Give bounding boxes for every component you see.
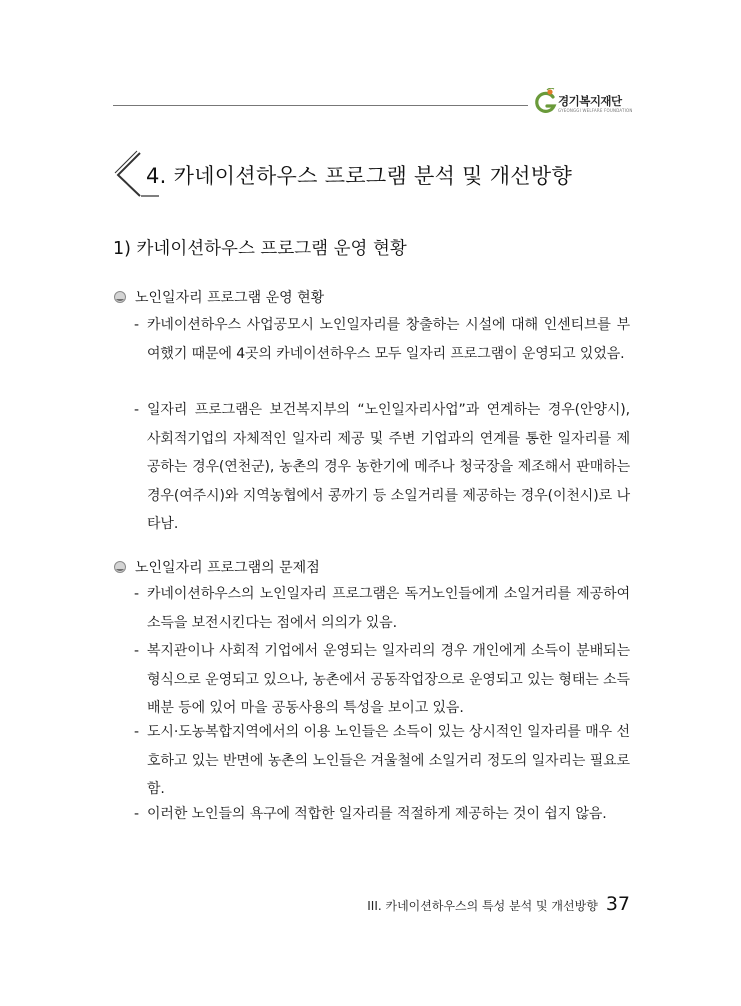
bullet-icon bbox=[113, 560, 127, 574]
subsection-title: 1) 카네이션하우스 프로그램 운영 현황 bbox=[113, 239, 407, 259]
list-item-text: 도시·도농복합지역에서의 이용 노인들은 소득이 있는 상시적인 일자리를 매우 선호하고 있는 반면에 농촌의 노인들은 겨울철에 소일거리 정도의 일자리는 필요로 함. bbox=[147, 724, 630, 797]
list-item bbox=[134, 311, 630, 368]
list-item bbox=[134, 396, 630, 539]
list-item bbox=[134, 637, 630, 723]
header-rule bbox=[113, 105, 528, 106]
list-dash: - bbox=[134, 724, 140, 740]
list-dash: - bbox=[134, 643, 140, 659]
list-item bbox=[134, 800, 630, 829]
foundation-name: 경기복지재단 bbox=[558, 94, 622, 108]
section-title: 4. 카네이션하우스 프로그램 분석 및 개선방향 bbox=[146, 164, 573, 188]
list-item bbox=[134, 580, 630, 637]
list-dash: - bbox=[134, 317, 140, 333]
list-item-text: 카네이션하우스의 노인일자리 프로그램은 독거노인들에게 소일거리를 제공하여 소득을 보전시킨다는 점에서 의의가 있음. bbox=[147, 586, 630, 631]
list-item-text: 일자리 프로그램은 보건복지부의 “노인일자리사업”과 연계하는 경우(안양시), 사회적기업의 자체적인 일자리 제공 및 주변 기업과의 연계를 통한 일자리를 제공하는 경우(연천군), 농촌의 경우 농한기에 메주나 청국장을 제조해서 판매하는 경우(여주시)와 지역농협에서 콩까기 등 소일거리를 제공하는 경우(이천시)로 나타남. bbox=[147, 402, 630, 532]
block-heading bbox=[113, 556, 320, 578]
page-number: 37 bbox=[605, 893, 630, 915]
footer-chapter: III. 카네이션하우스의 특성 분석 및 개선방향 bbox=[367, 899, 598, 913]
bullet-icon bbox=[113, 290, 127, 304]
foundation-logo-icon bbox=[532, 88, 558, 116]
foundation-subtitle: GYEONGGI WELFARE FOUNDATION bbox=[558, 108, 633, 113]
list-item-text: 복지관이나 사회적 기업에서 운영되는 일자리의 경우 개인에게 소득이 분배되는 형식으로 운영되고 있으나, 농촌에서 공동작업장으로 운영되고 있는 형태는 소득배분 등에 있어 마을 공동사용의 특성을 보이고 있음. bbox=[147, 643, 630, 716]
list-item bbox=[134, 718, 630, 804]
block-heading-text: 노인일자리 프로그램의 문제점 bbox=[135, 560, 320, 576]
list-dash: - bbox=[134, 586, 140, 602]
page-footer bbox=[367, 893, 630, 915]
list-dash: - bbox=[134, 806, 140, 822]
block-heading-text: 노인일자리 프로그램 운영 현황 bbox=[135, 290, 325, 306]
list-item-text: 카네이션하우스 사업공모시 노인일자리를 창출하는 시설에 대해 인센티브를 부여했기 때문에 4곳의 카네이션하우스 모두 일자리 프로그램이 운영되고 있었음. bbox=[147, 317, 630, 362]
list-dash: - bbox=[134, 402, 140, 418]
list-item-text: 이러한 노인들의 욕구에 적합한 일자리를 적절하게 제공하는 것이 쉽지 않음. bbox=[147, 806, 607, 822]
block-heading bbox=[113, 286, 324, 308]
foundation-logo bbox=[532, 88, 642, 118]
